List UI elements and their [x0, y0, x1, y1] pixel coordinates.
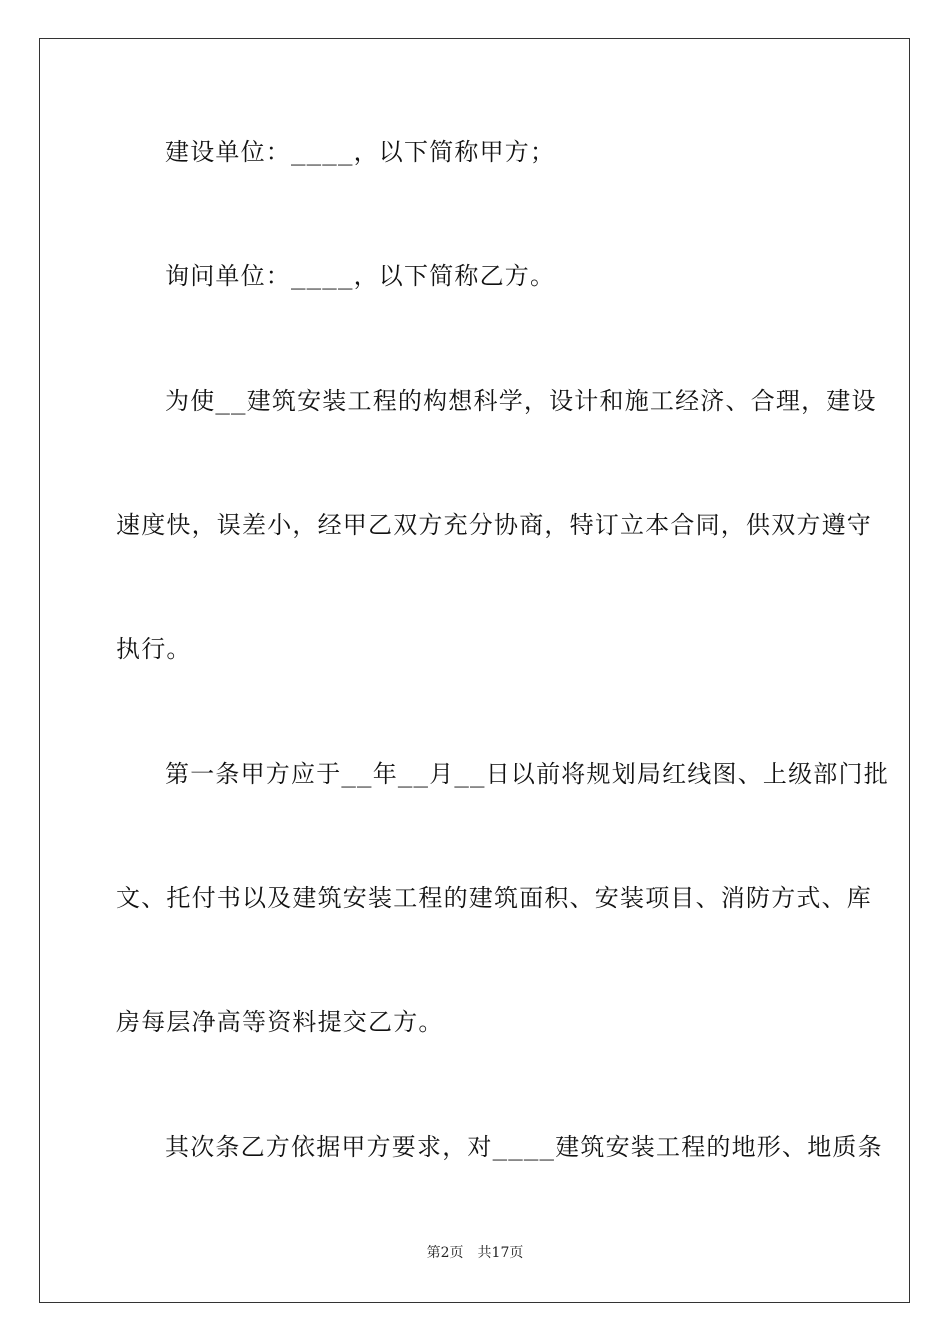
- text-line-6: 第一条甲方应于__年__月__日以前将规划局红线图、上级部门批: [165, 760, 889, 788]
- text-line-3: 为使__建筑安装工程的构想科学，设计和施工经济、合理，建设: [165, 387, 877, 415]
- page-frame: [39, 38, 910, 1303]
- text-line-4: 速度快，误差小，经甲乙双方充分协商，特订立本合同，供双方遵守: [116, 511, 872, 539]
- text-line-9: 其次条乙方依据甲方要求，对____建筑安装工程的地形、地质条: [165, 1133, 883, 1161]
- page-footer: [0, 1243, 950, 1263]
- text-line-7: 文、托付书以及建筑安装工程的建筑面积、安装项目、消防方式、库: [116, 884, 872, 912]
- page-number: 第2页: [426, 1245, 464, 1261]
- text-line-1: 建设单位：____，以下简称甲方；: [165, 138, 556, 166]
- text-line-5: 执行。: [116, 635, 192, 663]
- text-line-2: 询问单位：____，以下简称乙方。: [165, 262, 556, 290]
- text-line-8: 房每层净高等资料提交乙方。: [116, 1008, 444, 1036]
- total-pages: 共17页: [477, 1245, 524, 1261]
